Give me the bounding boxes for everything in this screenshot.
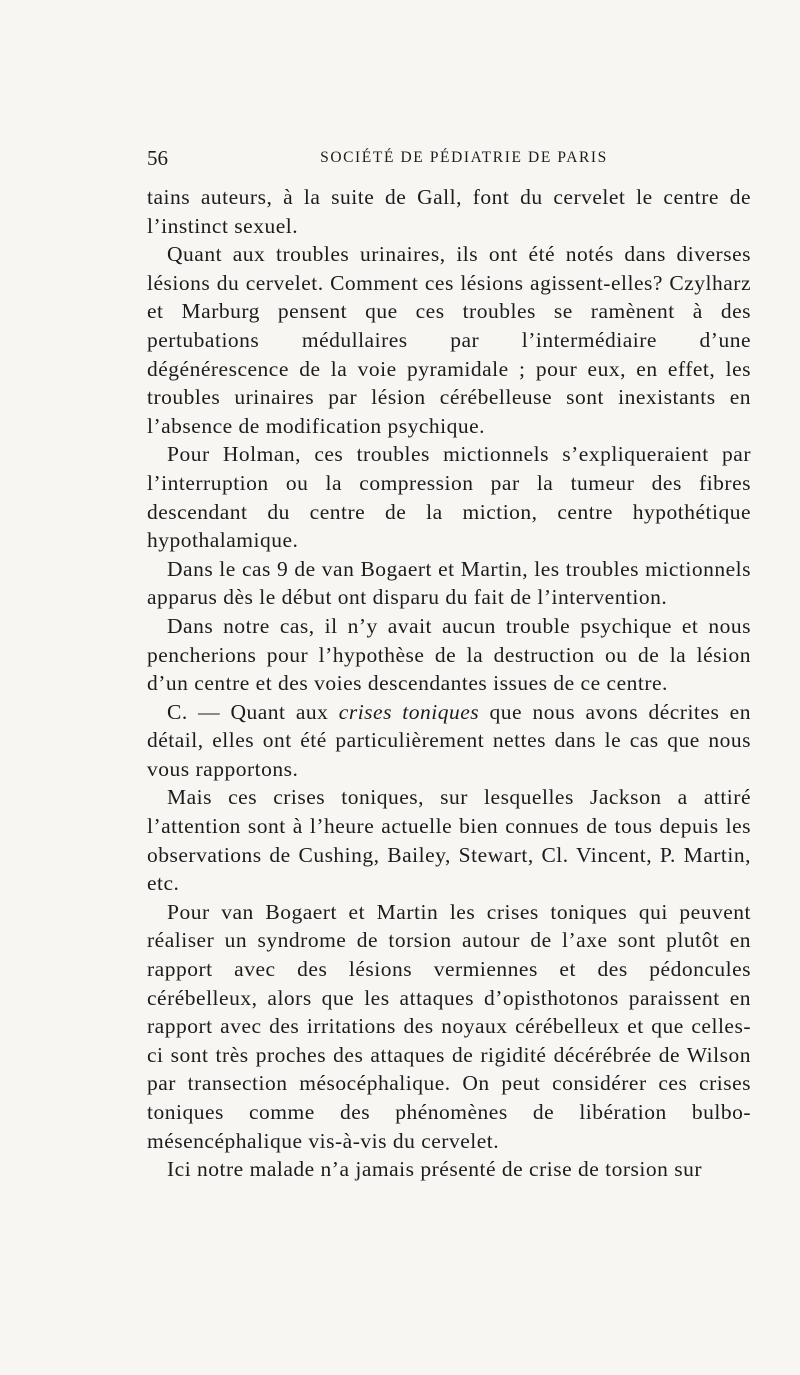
paragraph-7: Mais ces crises toniques, sur lesquelles Jackson a attiré l’attention sont à l’heure actuelle bien connues de tous depuis les observations de Cushing, Bailey, Stewart, Cl. Vincent, P. Martin, etc. <box>147 785 751 896</box>
paragraph-9: Ici notre malade n’a jamais présenté de crise de torsion sur <box>167 1157 703 1182</box>
paragraph-3: Pour Holman, ces troubles mictionnels s’expliqueraient par l’interruption ou la compression par la tumeur des fibres descendant du centre de la miction, centre hypothétique hypothalamique. <box>147 442 751 553</box>
paragraph-5: Dans notre cas, il n’y avait aucun trouble psychique et nous pencherions pour l’hypothèse de la destruction ou de la lésion d’un centre et des voies descendantes issues de ce centre. <box>147 613 751 696</box>
paragraph-2: Quant aux troubles urinaires, ils ont été notés dans diverses lésions du cervelet. Comment ces lésions agissent-elles? Czylharz et Marburg pensent que ces troubles se ramènent à des pertubations médullaires par l’intermédiaire d’une dégénérescence de la voie pyramidale ; pour eux, en effet, les troubles urinaires par lésion cérébelleuse sont inexistants en l’absence de modification psychique. <box>147 242 751 438</box>
page-number: 56 <box>147 146 168 170</box>
paragraph-1: tains auteurs, à la suite de Gall, font du cervelet le centre de l’instinct sexuel. <box>147 185 751 238</box>
paragraph-6-italic: crises toniques <box>338 699 480 724</box>
paragraph-6-lead: C. — Quant aux <box>167 699 339 724</box>
body-text <box>147 183 751 1184</box>
running-head <box>147 146 751 170</box>
paragraph-6 <box>147 698 751 784</box>
paragraph-6-rest: que nous avons décrites en détail, elles ont été particulièrement nettes dans le cas que nous vous rapportons. <box>147 699 751 781</box>
paragraph-4: Dans le cas 9 de van Bogaert et Martin, les troubles mictionnels apparus dès le début ont disparu du fait de l’intervention. <box>147 556 751 610</box>
journal-title: SOCIÉTÉ DE PÉDIATRIE DE PARIS <box>320 149 608 166</box>
paragraph-8: Pour van Bogaert et Martin les crises toniques qui peuvent réaliser un syndrome de torsion autour de l’axe sont plutôt en rapport avec des lésions vermiennes et des pédoncules cérébelleux, alors que les attaques d’opisthotonos paraissent en rapport avec des irritations des noyaux cérébelleux et que celles-ci sont très proches des attaques de rigidité décérébrée de Wilson par transection mésocéphalique. On peut considérer ces crises toniques comme des phénomènes de libération bulbo-mésencéphalique vis-à-vis du cervelet. <box>147 899 751 1153</box>
